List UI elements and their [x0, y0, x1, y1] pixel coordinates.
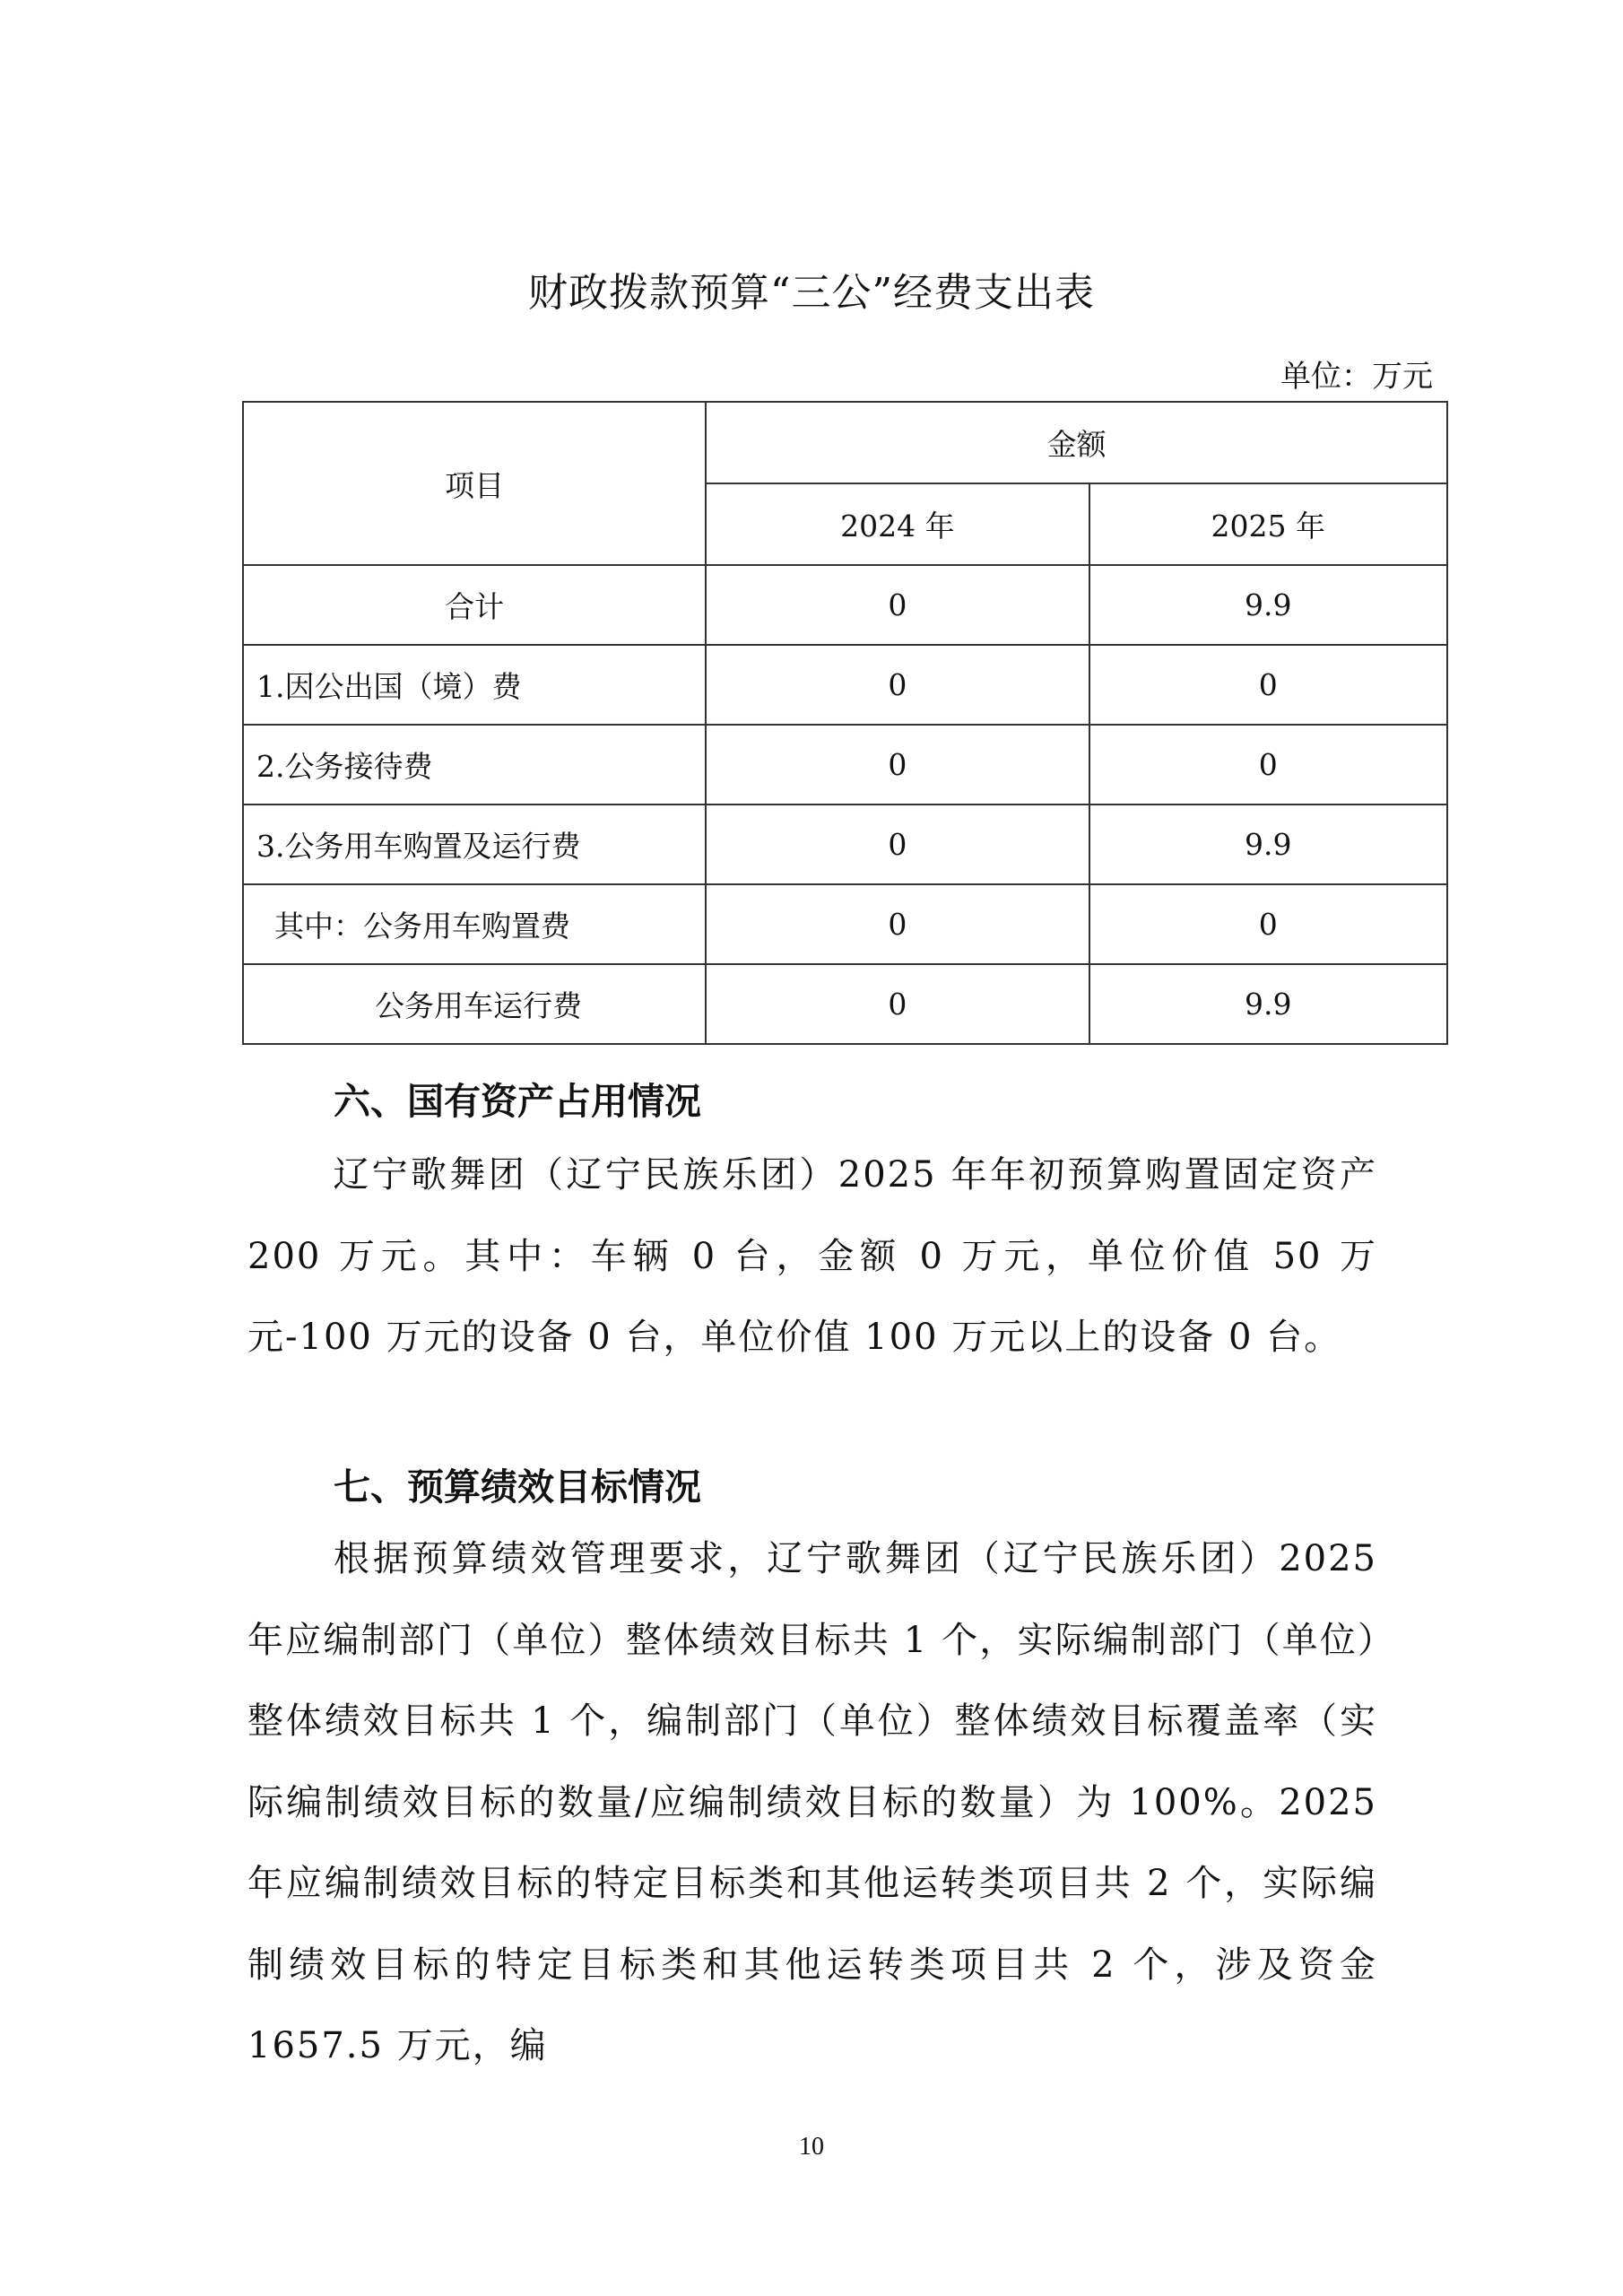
row-label: 其中：公务用车购置费	[243, 884, 706, 964]
three-public-expenses-table	[242, 401, 1448, 1045]
cell-2025: 9.9	[1089, 804, 1447, 884]
row-label: 3.公务用车购置及运行费	[243, 804, 706, 884]
section-7-paragraph	[247, 1518, 1377, 2087]
row-label: 2.公务接待费	[243, 725, 706, 804]
row-label: 1.因公出国（境）费	[243, 645, 706, 725]
cell-2024: 0	[706, 565, 1089, 645]
table-row	[243, 964, 1447, 1044]
cell-2024: 0	[706, 964, 1089, 1044]
table-row	[243, 884, 1447, 964]
table-row	[243, 725, 1447, 804]
table-row	[243, 565, 1447, 645]
cell-2025: 9.9	[1089, 565, 1447, 645]
cell-2024: 0	[706, 884, 1089, 964]
row-label: 公务用车运行费	[243, 964, 706, 1044]
table-title: 财政拨款预算“三公”经费支出表	[528, 270, 1095, 316]
header-amount: 金额	[706, 402, 1447, 483]
header-year-2024: 2024 年	[706, 483, 1089, 565]
row-label: 合计	[243, 565, 706, 645]
cell-2025: 0	[1089, 645, 1447, 725]
cell-2025: 0	[1089, 884, 1447, 964]
table-row	[243, 645, 1447, 725]
cell-2025: 0	[1089, 725, 1447, 804]
section-6-paragraph	[247, 1135, 1377, 1378]
unit-label: 单位：万元	[1280, 359, 1433, 395]
cell-2024: 0	[706, 725, 1089, 804]
cell-2024: 0	[706, 804, 1089, 884]
table-row	[243, 804, 1447, 884]
header-item: 项目	[243, 402, 706, 565]
cell-2025: 9.9	[1089, 964, 1447, 1044]
section-7-text: 根据预算绩效管理要求，辽宁歌舞团（辽宁民族乐团）2025 年应编制部门（单位）整体绩效目标共 1 个，实际编制部门（单位）整体绩效目标共 1 个，编制部门（单位）整体绩效目标覆盖率（实际编制绩效目标的数量/应编制绩效目标的数量）为 100%。2025 年应编制绩效目标的特定目标类和其他运转类项目共 2 个，实际编制绩效目标的特定目标类和其他运转类项目共 2 个，涉及资金 1657.5 万元，编	[247, 1538, 1377, 2066]
section-6-text: 辽宁歌舞团（辽宁民族乐团）2025 年年初预算购置固定资产 200 万元。其中：车辆 0 台，金额 0 万元，单位价值 50 万元-100 万元的设备 0 台，单位价值 100 万元以上的设备 0 台。	[247, 1154, 1377, 1358]
section-6-heading: 六、国有资产占用情况	[334, 1080, 701, 1123]
header-year-2025: 2025 年	[1089, 483, 1447, 565]
page-number: 10	[799, 2133, 824, 2161]
section-7-heading: 七、预算绩效目标情况	[334, 1465, 701, 1509]
cell-2024: 0	[706, 645, 1089, 725]
